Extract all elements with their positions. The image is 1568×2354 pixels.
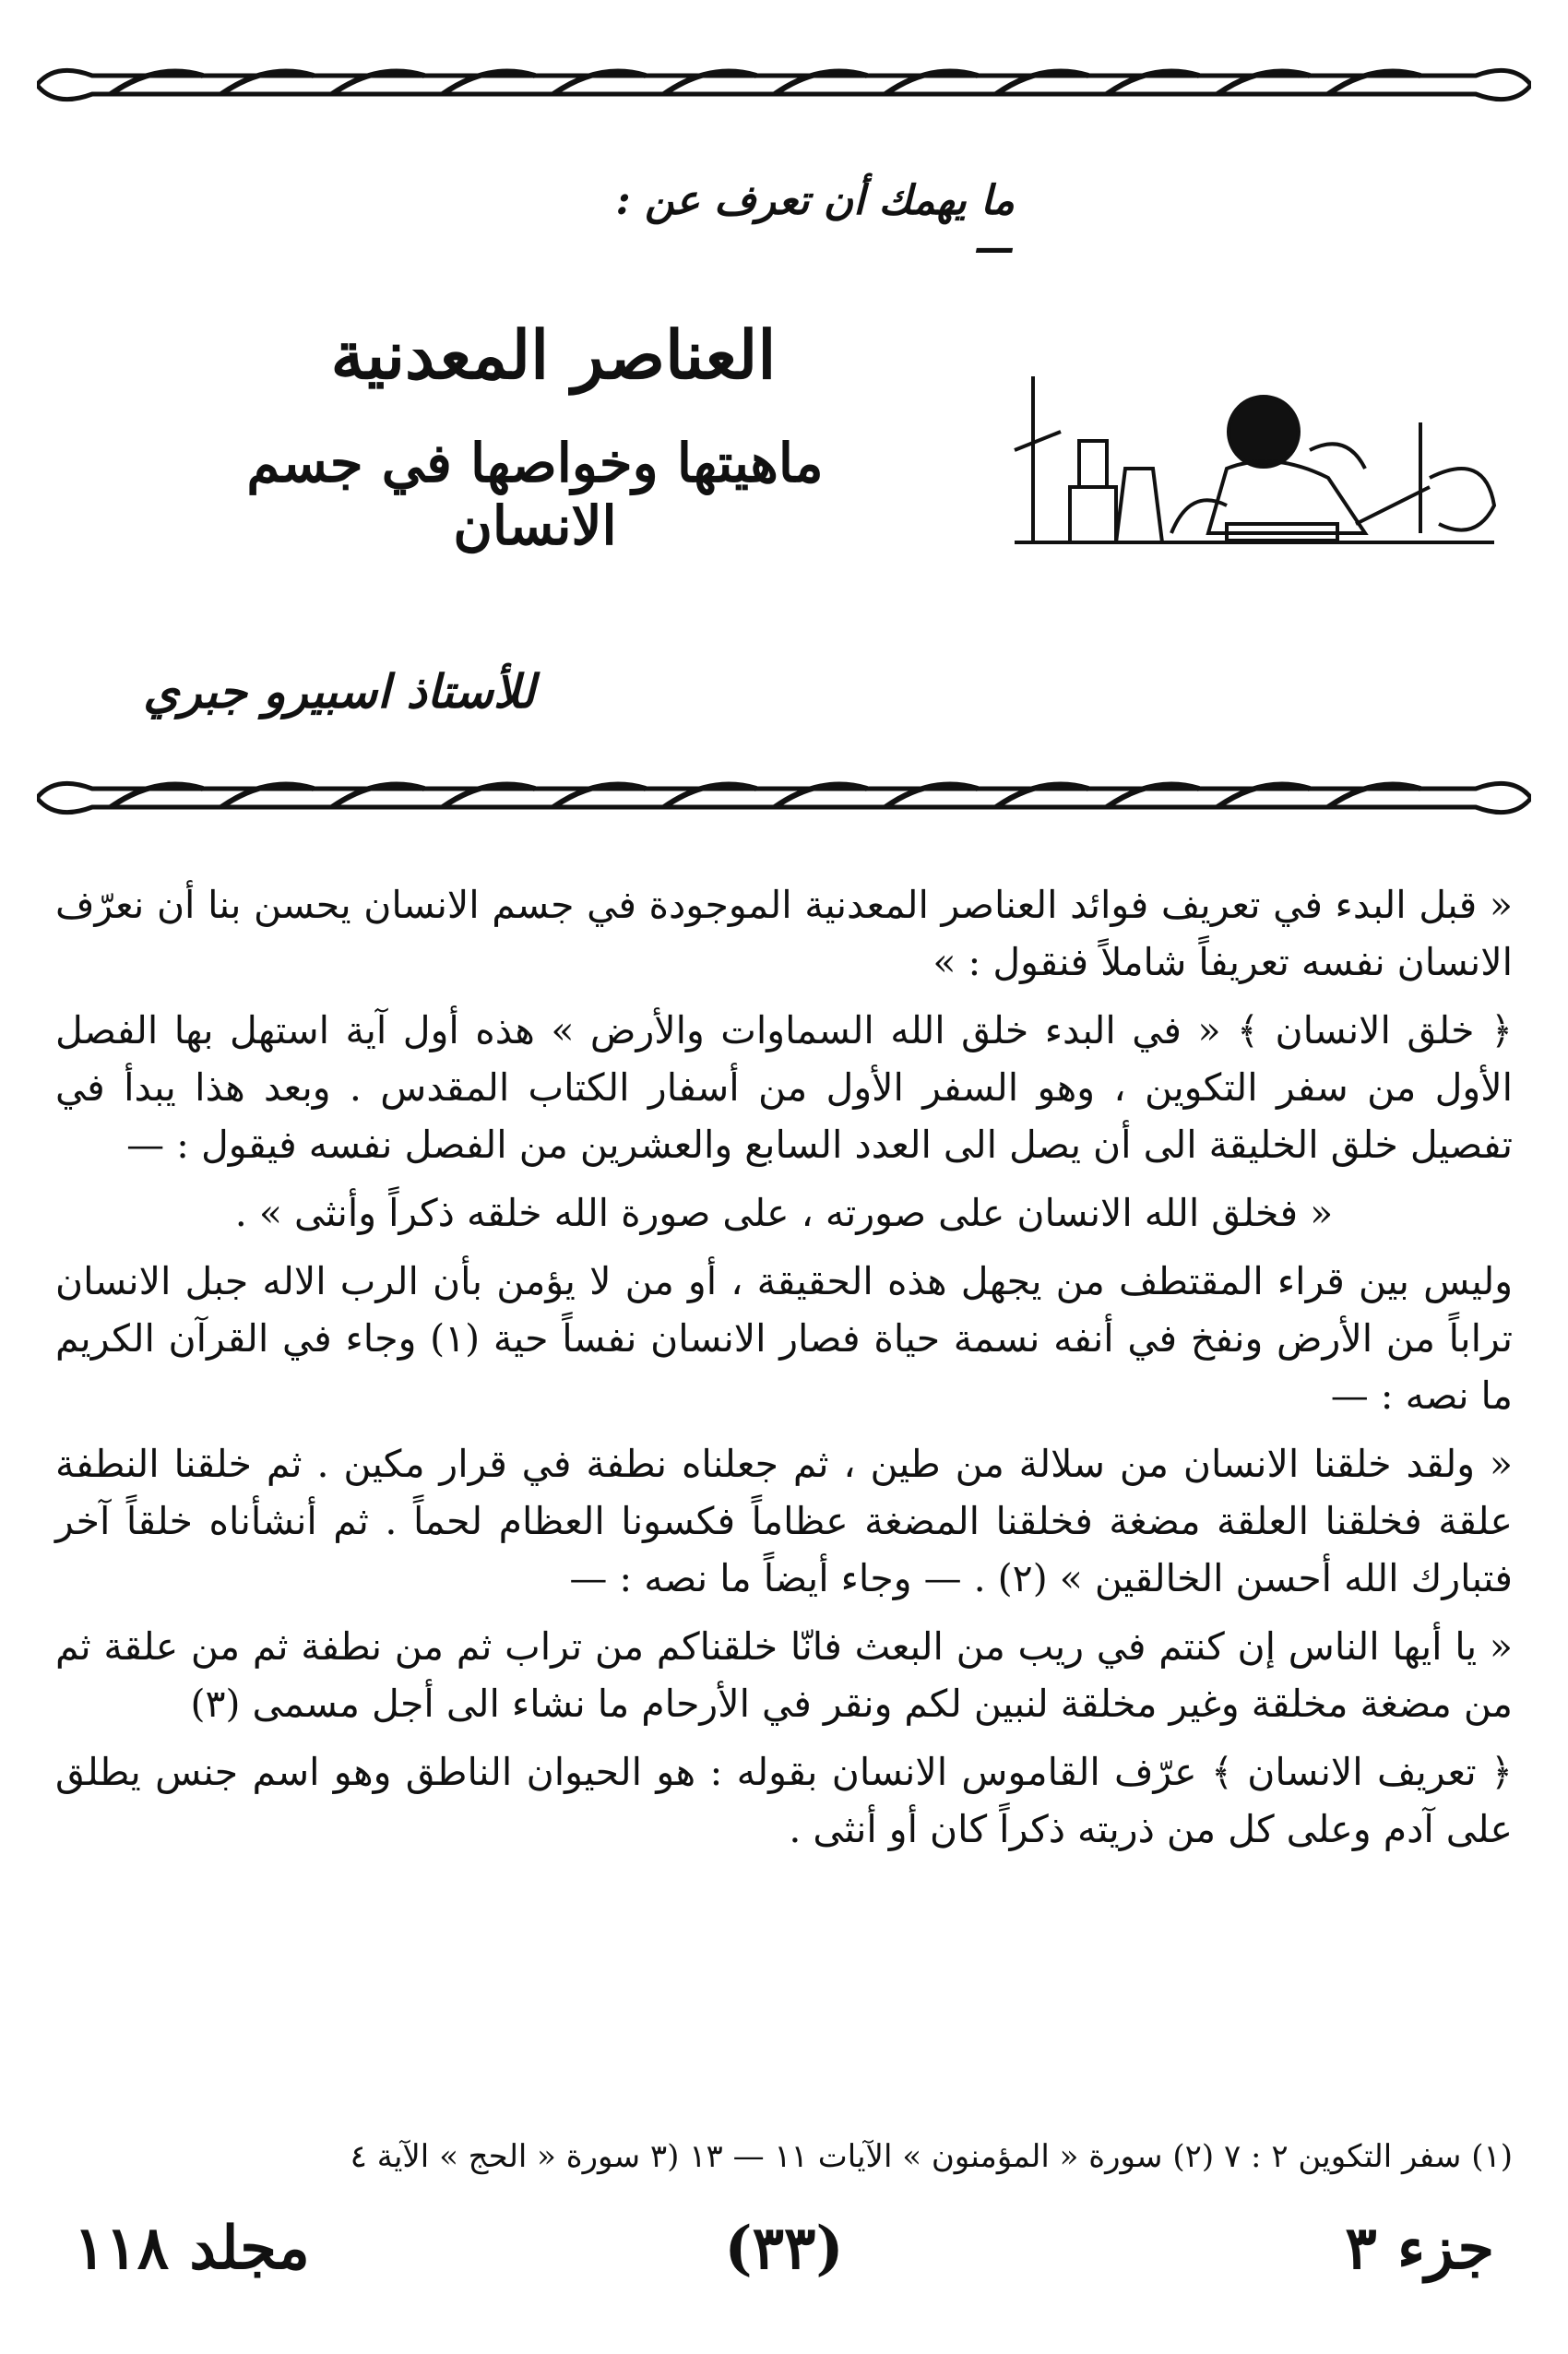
section-ornamental-rule xyxy=(37,770,1531,826)
part-number: جزء ٣ xyxy=(1345,2214,1494,2283)
definition-paragraph: ﴿ تعريف الانسان ﴾ عرّف القاموس الانسان بقوله : هو الحيوان الناطق وهو اسم جنس يطلق على آدم وعلى كل من ذريته ذكراً كان أو أنثى . xyxy=(55,1750,1513,1851)
footnotes: (١) سفر التكوين ٢ : ٧ (٢) سورة « المؤمنون » الآيات ١١ — ١٣ (٣ سورة « الحج » الآية ٤ xyxy=(350,2138,1513,2175)
page-footer xyxy=(55,2214,1513,2288)
scientist-lab-illustration xyxy=(996,349,1513,552)
article-body xyxy=(55,876,1513,1869)
article-subtitle: ماهيتها وخواصها في جسم الانسان xyxy=(246,432,824,557)
intro-paragraph: « قبل البدء في تعريف فوائد العناصر المعدنية الموجودة في جسم الانسان يحسن بنا أن نعرّف الانسان نفسه تعريفاً شاملاً فنقول : » xyxy=(55,883,1513,984)
article-title: العناصر المعدنية xyxy=(330,315,777,394)
creation-paragraph: ﴿ خلق الانسان ﴾ « في البدء خلق الله السماوات والأرض » هذه أول آية استهل بها الفصل الأول من سفر التكوين ، وهو السفر الأول من أسفار الكتاب المقدس . وبعد هذا يبدأ في تفصيل خلق الخليقة الى أن يصل الى العدد السابع والعشرين من الفصل نفسه فيقول : — xyxy=(55,1008,1513,1167)
genesis-quote: « فخلق الله الانسان على صورته ، على صورة الله خلقه ذكراً وأنثى » . xyxy=(234,1191,1334,1235)
page-number: (٣٣) xyxy=(724,2214,844,2283)
readers-paragraph: وليس بين قراء المقتطف من يجهل هذه الحقيقة ، أو من لا يؤمن بأن الرب الاله جبل الانسان تراباً من الأرض ونفخ في أنفه نسمة حياة فصار الانسان نفساً حية (١) وجاء في القرآن الكريم ما نصه : — xyxy=(55,1259,1513,1418)
kicker-text: ما يهمك أن تعرف عن : — xyxy=(615,177,1015,271)
quran-quote-1: « ولقد خلقنا الانسان من سلالة من طين ، ثم جعلناه نطفة في قرار مكين . ثم خلقنا النطفة علقة فخلقنا العلقة مضغة فخلقنا المضغة عظاماً فكسونا العظام لحماً . ثم أنشأناه خلقاً آخر فتبارك الله أحسن الخالقين » (٢) . — وجاء أيضاً ما نصه : — xyxy=(55,1442,1513,1600)
author-byline: للأستاذ اسبيرو جبري xyxy=(143,664,535,719)
volume-number: مجلد ١١٨ xyxy=(74,2214,310,2283)
top-ornamental-rule xyxy=(37,57,1531,113)
quran-quote-2: « يا أيها الناس إن كنتم في ريب من البعث فانّا خلقناكم من تراب ثم من نطفة ثم من علقة ثم من مضغة مخلقة وغير مخلقة لنبين لكم ونقر في الأرحام ما نشاء الى أجل مسمى (٣) xyxy=(55,1624,1513,1726)
